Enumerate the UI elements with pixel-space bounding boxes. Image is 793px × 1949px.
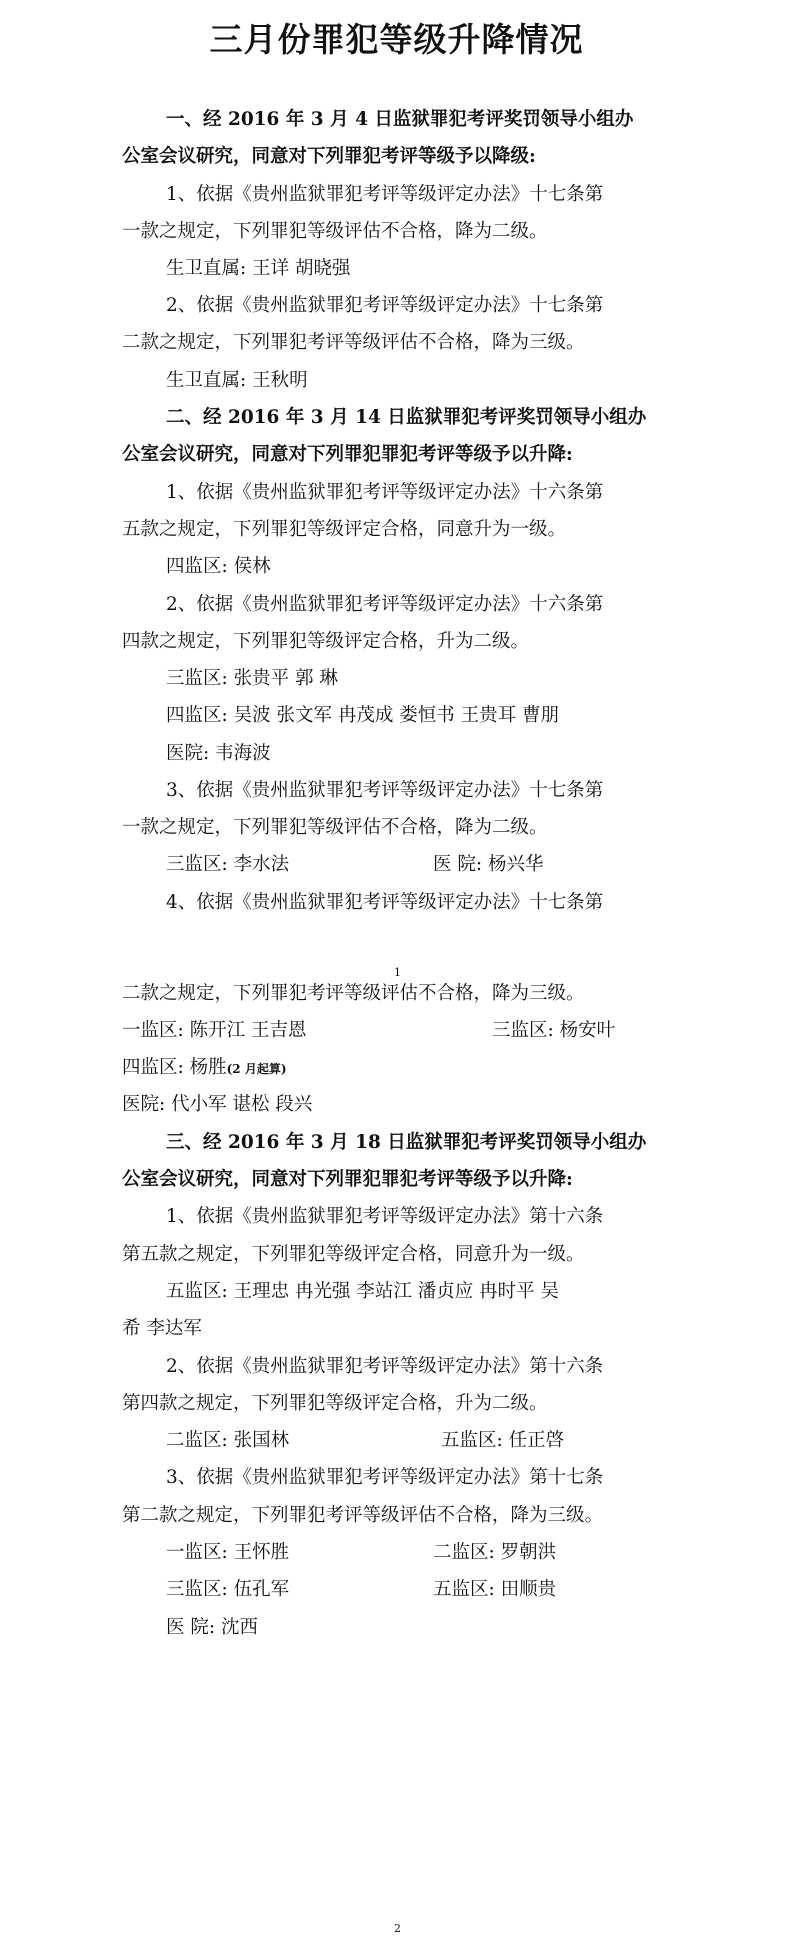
s3-list2-b: 五监区: 任正啓 bbox=[441, 1430, 565, 1451]
page-number-1: 1 bbox=[394, 966, 401, 979]
s2-list4-c bbox=[122, 1055, 287, 1082]
s3-heading-line1: 三、经 2016 年 3 月 18 日监狱罪犯考评奖罚领导小组办 bbox=[166, 1132, 647, 1153]
s3-list2-a: 二监区: 张国林 bbox=[166, 1430, 290, 1451]
s3-list3-b: 二监区: 罗朝洪 bbox=[433, 1542, 557, 1563]
s2-list3-a: 三监区: 李水法 bbox=[166, 854, 290, 875]
page-title: 三月份罪犯等级升降情况 bbox=[209, 20, 584, 59]
s2-heading-line2: 公室会议研究，同意对下列罪犯罪犯考评等级予以升降: bbox=[122, 444, 573, 465]
page-number-2: 2 bbox=[394, 1922, 401, 1935]
s1-p1-line2: 一款之规定，下列罪犯等级评估不合格，降为二级。 bbox=[122, 221, 548, 242]
s2-heading-line1: 二、经 2016 年 3 月 14 日监狱罪犯考评奖罚领导小组办 bbox=[166, 407, 647, 428]
s1-heading-line2: 公室会议研究，同意对下列罪犯考评等级予以降级: bbox=[122, 146, 536, 167]
s2-p2-line1: 2、依据《贵州监狱罪犯考评等级评定办法》十六条第 bbox=[166, 594, 604, 615]
s2-p4-line1: 4、依据《贵州监狱罪犯考评等级评定办法》十七条第 bbox=[166, 892, 604, 913]
s2-p4-line2: 二款之规定，下列罪犯考评等级评估不合格，降为三级。 bbox=[122, 983, 585, 1004]
s2-p1-line1: 1、依据《贵州监狱罪犯考评等级评定办法》十六条第 bbox=[166, 482, 604, 503]
s3-p2-line1: 2、依据《贵州监狱罪犯考评等级评定办法》第十六条 bbox=[166, 1356, 604, 1377]
s1-list1: 生卫直属: 王详 胡晓强 bbox=[166, 258, 351, 279]
s3-list3-d: 五监区: 田顺贵 bbox=[433, 1579, 557, 1600]
s3-list3-a: 一监区: 王怀胜 bbox=[166, 1542, 290, 1563]
s2-list1: 四监区: 侯林 bbox=[166, 556, 271, 577]
s2-list3-b: 医 院: 杨兴华 bbox=[433, 854, 544, 875]
s3-p3-line1: 3、依据《贵州监狱罪犯考评等级评定办法》第十七条 bbox=[166, 1467, 604, 1488]
s2-list2-c: 医院: 韦海波 bbox=[166, 743, 271, 764]
s2-list4-c-note: (2 月起算) bbox=[226, 1062, 287, 1076]
s2-list4-b: 三监区: 杨安叶 bbox=[492, 1020, 616, 1041]
s2-list2-b: 四监区: 吴波 张文军 冉茂成 娄恒书 王贵耳 曹朋 bbox=[166, 705, 560, 726]
s2-p3-line1: 3、依据《贵州监狱罪犯考评等级评定办法》十七条第 bbox=[166, 780, 604, 801]
s2-p1-line2: 五款之规定，下列罪犯等级评定合格，同意升为一级。 bbox=[122, 519, 567, 540]
s3-list1-a: 五监区: 王理忠 冉光强 李站江 潘贞应 冉时平 吴 bbox=[166, 1281, 560, 1302]
s2-list4-c-text: 四监区: 杨胜 bbox=[122, 1057, 227, 1078]
s1-p2-line1: 2、依据《贵州监狱罪犯考评等级评定办法》十七条第 bbox=[166, 295, 604, 316]
s1-heading-line1: 一、经 2016 年 3 月 4 日监狱罪犯考评奖罚领导小组办 bbox=[166, 109, 634, 130]
s3-p1-line2: 第五款之规定，下列罪犯等级评定合格，同意升为一级。 bbox=[122, 1244, 585, 1265]
s1-p1-line1: 1、依据《贵州监狱罪犯考评等级评定办法》十七条第 bbox=[166, 184, 604, 205]
s1-p2-line2: 二款之规定，下列罪犯考评等级评估不合格，降为三级。 bbox=[122, 332, 585, 353]
s2-list4-d: 医院: 代小军 谌松 段兴 bbox=[122, 1094, 313, 1115]
s3-p2-line2: 第四款之规定，下列罪犯等级评定合格，升为二级。 bbox=[122, 1393, 548, 1414]
s2-list2-a: 三监区: 张贵平 郭 琳 bbox=[166, 668, 338, 689]
s3-p1-line1: 1、依据《贵州监狱罪犯考评等级评定办法》第十六条 bbox=[166, 1206, 604, 1227]
s1-list2: 生卫直属: 王秋明 bbox=[166, 370, 308, 391]
s3-heading-line2: 公室会议研究，同意对下列罪犯罪犯考评等级予以升降: bbox=[122, 1169, 573, 1190]
s3-p3-line2: 第二款之规定，下列罪犯考评等级评估不合格，降为三级。 bbox=[122, 1505, 604, 1526]
s2-p2-line2: 四款之规定，下列罪犯等级评定合格，升为二级。 bbox=[122, 631, 530, 652]
s3-list3-c: 三监区: 伍孔军 bbox=[166, 1579, 290, 1600]
s3-list3-e: 医 院: 沈西 bbox=[166, 1617, 258, 1638]
s2-p3-line2: 一款之规定，下列罪犯等级评估不合格，降为二级。 bbox=[122, 817, 548, 838]
s2-list4-a: 一监区: 陈开江 王吉恩 bbox=[122, 1020, 307, 1041]
s3-list1-b: 希 李达军 bbox=[122, 1318, 202, 1339]
